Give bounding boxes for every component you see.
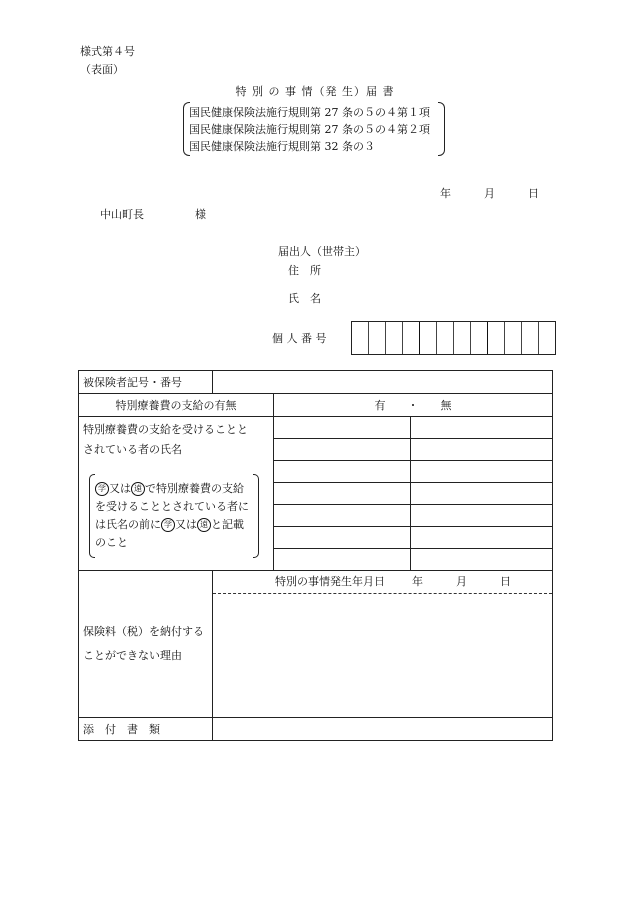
recipient-name-cell[interactable]	[411, 483, 553, 505]
law-reference-block	[183, 102, 445, 156]
circle-en-icon: 遠	[131, 482, 145, 496]
mynumber-digit[interactable]	[521, 322, 538, 354]
special-payment-choice[interactable]: 有 ・ 無	[274, 394, 553, 417]
mynumber-digit[interactable]	[352, 322, 368, 354]
mynumber-digit[interactable]	[453, 322, 470, 354]
recipient-name-cell[interactable]	[411, 417, 553, 439]
circle-en-icon: 遠	[197, 518, 211, 532]
recipient-name-cell[interactable]	[274, 505, 411, 527]
reason-field[interactable]	[213, 571, 553, 718]
form-number: 様式第４号	[80, 45, 135, 58]
addressee-honorific: 様	[195, 208, 206, 221]
recipient-label	[83, 420, 269, 460]
reason-label-line-1: 保険料（税）を納付する	[83, 625, 204, 638]
recipient-name-cell[interactable]	[274, 549, 411, 571]
date-day: 日	[528, 187, 539, 200]
reason-label-cell	[79, 571, 213, 718]
recipient-name-cell[interactable]	[274, 461, 411, 483]
event-year: 年	[412, 575, 423, 588]
addressee	[100, 206, 206, 222]
recipient-name-cell[interactable]	[274, 439, 411, 461]
note-text-4: と記載のこと	[95, 518, 244, 549]
form-title: 特 別 の 事 情（発 生）届 書	[235, 85, 395, 98]
note-text-1: 又は	[109, 482, 131, 495]
date-month: 月	[484, 187, 495, 200]
mynumber-digit[interactable]	[385, 322, 402, 354]
attachments-label: 添 付 書 類	[79, 718, 213, 741]
recipient-name-cell[interactable]	[411, 461, 553, 483]
law-ref-3: 国民健康保険法施行規則第 32 条の３	[189, 140, 375, 153]
reason-label-line-2: ことができない理由	[83, 649, 182, 662]
recipient-name-cell[interactable]	[411, 439, 553, 461]
insured-number-field[interactable]	[213, 371, 553, 394]
recipient-name-cell[interactable]	[274, 527, 411, 549]
attachments-field[interactable]	[213, 718, 553, 741]
mynumber-digit[interactable]	[419, 322, 436, 354]
event-date-row	[213, 571, 552, 594]
note-text-2: で特別療養費の支給を受けることとされている者には氏名の前に	[95, 482, 249, 531]
recipient-name-cell[interactable]	[274, 417, 411, 439]
right-bracket	[438, 102, 445, 156]
notification-table	[78, 370, 553, 741]
mynumber-label: 個 人 番 号	[272, 332, 327, 345]
recipient-label-line-1: 特別療養費の支給を受けることと	[83, 423, 248, 436]
mynumber-digit[interactable]	[470, 322, 487, 354]
recipient-name-cell[interactable]	[411, 549, 553, 571]
recipient-label-line-2: されている者の氏名	[83, 443, 182, 456]
mynumber-digit[interactable]	[538, 322, 555, 354]
event-month: 月	[456, 575, 467, 588]
mynumber-digit[interactable]	[402, 322, 419, 354]
mynumber-input[interactable]	[351, 321, 556, 355]
page-side: （表面）	[80, 63, 124, 76]
date-year: 年	[440, 187, 451, 200]
recipient-label-cell	[79, 417, 274, 571]
submission-date[interactable]	[440, 185, 539, 201]
address-label: 住 所	[288, 264, 321, 277]
mynumber-digit[interactable]	[368, 322, 385, 354]
insured-number-label: 被保険者記号・番号	[79, 371, 213, 394]
notifier-heading: 届出人（世帯主）	[278, 245, 366, 258]
law-ref-1: 国民健康保険法施行規則第 27 条の５の４第１項	[189, 106, 430, 119]
mynumber-digit[interactable]	[504, 322, 521, 354]
circle-gaku-icon: 学	[95, 482, 109, 496]
note-text-3: 又は	[175, 518, 197, 531]
recipient-name-cell[interactable]	[274, 483, 411, 505]
recipient-name-cell[interactable]	[411, 527, 553, 549]
circle-gaku-icon: 学	[161, 518, 175, 532]
recipient-name-cell[interactable]	[411, 505, 553, 527]
recipient-note	[89, 474, 259, 558]
law-ref-2: 国民健康保険法施行規則第 27 条の５の４第２項	[189, 123, 430, 136]
event-day: 日	[500, 575, 511, 588]
name-label: 氏 名	[288, 292, 321, 305]
mynumber-digit[interactable]	[436, 322, 453, 354]
event-date-label: 特別の事情発生年月日	[275, 575, 385, 588]
addressee-name: 中山町長	[100, 208, 144, 221]
special-payment-label: 特別療養費の支給の有無	[79, 394, 274, 417]
mynumber-digit[interactable]	[487, 322, 504, 354]
